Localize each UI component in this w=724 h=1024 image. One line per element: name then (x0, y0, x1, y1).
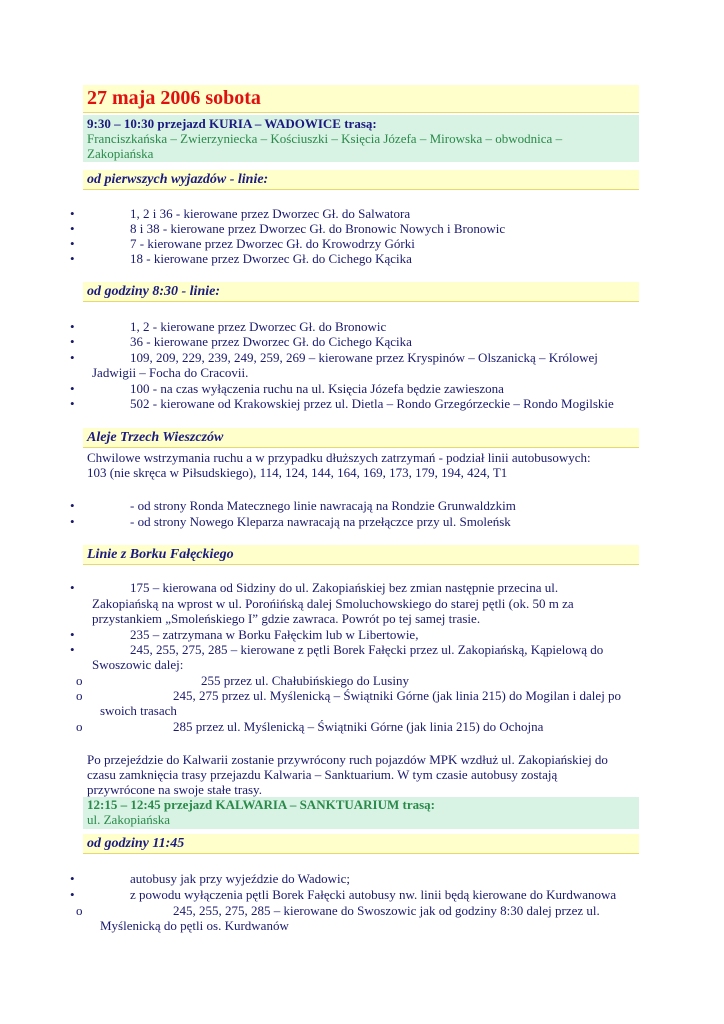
list-item: - od strony Nowego Kleparza nawracają na przełączce przy ul. Smoleńsk (130, 514, 511, 529)
list-item-continuation: przystankiem „Smoleńskiego I” gdzie zawraca. Powrót po tej samej trasie. (92, 611, 481, 626)
route1-streets-line2: Zakopiańska (87, 146, 154, 161)
list-item: 109, 209, 229, 239, 249, 259, 269 – kierowane przez Kryspinów – Olszanicką – Królowej (130, 350, 598, 365)
list-item: z powodu wyłączenia pętli Borek Fałęcki autobusy nw. linii będą kierowane do Kurdwanowa (130, 887, 617, 902)
section3-paragraph: 103 (nie skręca w Piłsudskiego), 114, 124, 144, 164, 169, 173, 179, 194, 424, T1 (87, 465, 508, 480)
circle-bullet-icon: o (76, 673, 83, 688)
section4-paragraph: przywrócone na swoje stałe trasy. (87, 782, 262, 797)
page-title: 27 maja 2006 sobota (87, 87, 261, 109)
bullet-icon: • (70, 887, 75, 902)
title-band (83, 85, 639, 113)
sub-list-item: 245, 275 przez ul. Myślenicką – Świątniki Górne (jak linia 215) do Mogilan i dalej po (173, 688, 622, 703)
list-item: - od strony Ronda Matecznego linie nawracają na Rondzie Grunwaldzkim (130, 498, 516, 513)
route1-streets-line1: Franciszkańska – Zwierzyniecka – Kościuszki – Księcia Józefa – Mirowska – obwodnica – (87, 131, 563, 146)
list-item: 1, 2 - kierowane przez Dworzec Gł. do Bronowic (130, 319, 387, 334)
list-item: 1, 2 i 36 - kierowane przez Dworzec Gł. do Salwatora (130, 206, 411, 221)
bullet-icon: • (70, 350, 75, 365)
list-item: 502 - kierowane od Krakowskiej przez ul. Dietla – Rondo Grzegórzeckie – Rondo Mogilskie (130, 396, 614, 411)
list-item: 18 - kierowane przez Dworzec Gł. do Cichego Kącika (130, 251, 412, 266)
section4-paragraph: czasu zamknięcia trasy przejazdu Kalwaria – Sanktuarium. W tym czasie autobusy zostają (87, 767, 558, 782)
bullet-icon: • (70, 236, 75, 251)
bullet-icon: • (70, 642, 75, 657)
bullet-icon: • (70, 498, 75, 513)
list-item: 7 - kierowane przez Dworzec Gł. do Krowodrzy Górki (130, 236, 415, 251)
bullet-icon: • (70, 334, 75, 349)
section4-heading: Linie z Borku Fałęckiego (87, 547, 234, 562)
bullet-icon: • (70, 221, 75, 236)
circle-bullet-icon: o (76, 719, 83, 734)
route2-streets: ul. Zakopiańska (87, 812, 171, 827)
section3-heading: Aleje Trzech Wieszczów (87, 430, 224, 445)
bullet-icon: • (70, 514, 75, 529)
bullet-icon: • (70, 871, 75, 886)
list-item: 8 i 38 - kierowane przez Dworzec Gł. do Bronowic Nowych i Bronowic (130, 221, 506, 236)
section1-heading: od pierwszych wyjazdów - linie: (87, 172, 269, 187)
list-item-continuation: Jadwigii – Focha do Cracovii. (92, 365, 249, 380)
list-item: 36 - kierowane przez Dworzec Gł. do Cichego Kącika (130, 334, 412, 349)
bullet-icon: • (70, 580, 75, 595)
list-item: 175 – kierowana od Sidziny do ul. Zakopiańskiej bez zmian następnie przecina ul. (130, 580, 559, 595)
sub-list-item-continuation: Myślenicką do pętli os. Kurdwanów (100, 918, 289, 933)
section5-heading: od godziny 11:45 (87, 836, 185, 851)
sub-list-item: 255 przez ul. Chałubińskiego do Lusiny (201, 673, 409, 688)
route2-band (83, 797, 639, 829)
bullet-icon: • (70, 206, 75, 221)
list-item: 100 - na czas wyłączenia ruchu na ul. Księcia Józefa będzie zawieszona (130, 381, 504, 396)
list-item: 235 – zatrzymana w Borku Fałęckim lub w Libertowie, (130, 627, 419, 642)
section4-heading-band (83, 545, 639, 565)
section1-heading-band (83, 170, 639, 190)
section5-heading-band (83, 834, 639, 854)
bullet-icon: • (70, 251, 75, 266)
bullet-icon: • (70, 627, 75, 642)
bullet-icon: • (70, 319, 75, 334)
section2-heading-band (83, 282, 639, 302)
sub-list-item: 245, 255, 275, 285 – kierowane do Swoszowic jak od godziny 8:30 dalej przez ul. (173, 903, 600, 918)
section2-heading: od godziny 8:30 - linie: (87, 284, 220, 299)
route2-heading: 12:15 – 12:45 przejazd KALWARIA – SANKTUARIUM trasą: (87, 797, 435, 812)
bullet-icon: • (70, 396, 75, 411)
circle-bullet-icon: o (76, 903, 83, 918)
list-item-continuation: Swoszowic dalej: (92, 657, 184, 672)
bullet-icon: • (70, 381, 75, 396)
sub-list-item: 285 przez ul. Myślenicką – Świątniki Górne (jak linia 215) do Ochojna (173, 719, 544, 734)
sub-list-item-continuation: swoich trasach (100, 703, 177, 718)
route1-band (83, 115, 639, 162)
route1-heading: 9:30 – 10:30 przejazd KURIA – WADOWICE trasą: (87, 116, 377, 131)
section4-paragraph: Po przejeździe do Kalwarii zostanie przywrócony ruch pojazdów MPK wzdłuż ul. Zakopiańskiej do (87, 752, 608, 767)
section3-paragraph: Chwilowe wstrzymania ruchu a w przypadku dłuższych zatrzymań - podział linii autobusowych: (87, 450, 591, 465)
list-item: 245, 255, 275, 285 – kierowane z pętli Borek Fałęcki przez ul. Zakopiańską, Kąpielową do (130, 642, 604, 657)
list-item: autobusy jak przy wyjeździe do Wadowic; (130, 871, 351, 886)
list-item-continuation: Zakopiańską na wprost w ul. Porońińską dalej Smoluchowskiego do starej pętli (ok. 50 m za (92, 596, 574, 611)
circle-bullet-icon: o (76, 688, 83, 703)
section3-heading-band (83, 428, 639, 448)
